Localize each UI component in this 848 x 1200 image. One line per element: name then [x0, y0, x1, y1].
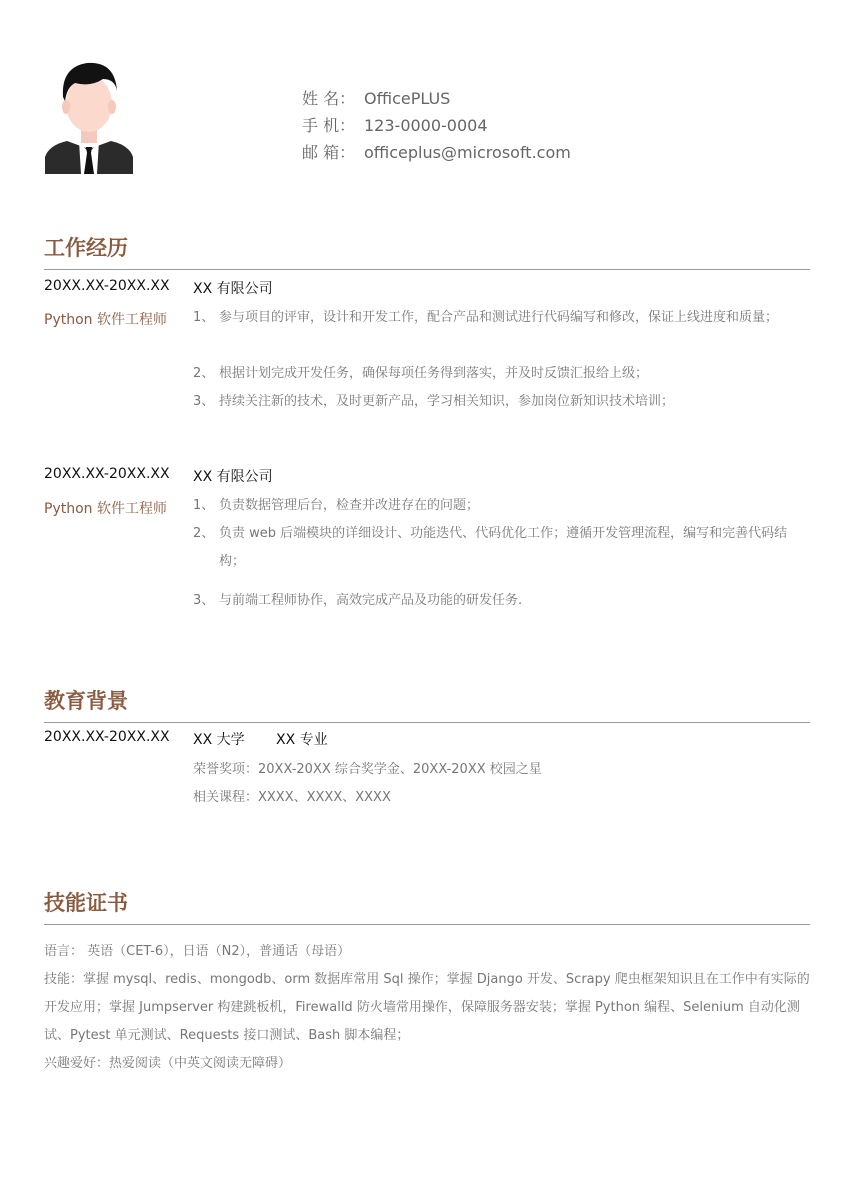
email-row: [302, 140, 571, 163]
item-text: 根据计划完成开发任务，确保每项任务得到落实，并及时反馈汇报给上级；: [219, 366, 649, 381]
education-section-title: 教育背景: [44, 689, 128, 713]
work-section-title: 工作经历: [44, 236, 128, 260]
job-2-item-2: [193, 520, 809, 576]
name-label: 姓 名：: [302, 89, 356, 108]
item-text: 与前端工程师协作，高效完成产品及功能的研发任务.: [219, 593, 523, 608]
skills-section-title: 技能证书: [44, 891, 128, 915]
education-courses: 相关课程：XXXX、XXXX、XXXX: [193, 790, 391, 805]
job-1-role: Python 软件工程师: [44, 312, 167, 328]
item-text: 负责数据管理后台，检查并改进存在的问题；: [219, 498, 480, 513]
education-major: XX 专业: [276, 732, 328, 748]
item-number: 3、: [193, 394, 215, 409]
education-honors: 荣誉奖项：20XX-20XX 综合奖学金、20XX-20XX 校园之星: [193, 762, 542, 777]
item-number: 3、: [193, 593, 215, 608]
item-number: 2、: [193, 526, 215, 541]
item-number: 1、: [193, 310, 215, 325]
phone-label: 手 机：: [302, 116, 356, 135]
item-text: 参与项目的评审，设计和开发工作，配合产品和测试进行代码编写和修改，保证上线进度和质量；: [219, 310, 779, 325]
item-text: 持续关注新的技术，及时更新产品，学习相关知识，参加岗位新知识技术培训；: [219, 394, 675, 409]
name-value: OfficePLUS: [364, 89, 451, 108]
education-school: XX 大学: [193, 732, 245, 748]
item-number: 2、: [193, 366, 215, 381]
email-label: 邮 箱：: [302, 143, 356, 162]
job-2-role: Python 软件工程师: [44, 501, 167, 517]
job-1-company: XX 有限公司: [193, 281, 273, 297]
skills-hobby: 兴趣爱好：热爱阅读（中英文阅读无障碍）: [44, 1056, 292, 1071]
job-1-item-1: [193, 304, 809, 332]
work-divider: [44, 269, 810, 270]
avatar: [45, 57, 133, 174]
job-1-item-3: [193, 388, 809, 416]
skills-tech: 技能：掌握 mysql、redis、mongodb、orm 数据库常用 Sql 操作；掌握 Django 开发、Scrapy 爬虫框架知识且在工作中有实际的开发应用；掌握 Jumpserver 构建跳板机，Firewalld 防火墙常用操作，保障服务器安装；掌握 Python 编程、Selenium 自动化测试、Pytest 单元测试、Requests 接口测试、Bash 脚本编程；: [44, 972, 810, 1043]
job-2-item-1: [193, 492, 809, 520]
item-text: 负责 web 后端模块的详细设计、功能迭代、代码优化工作；遵循开发管理流程，编写和完善代码结构；: [219, 526, 788, 569]
job-2-item-3: [193, 587, 809, 615]
education-date: 20XX.XX-20XX.XX: [44, 729, 170, 745]
phone-row: [302, 113, 488, 136]
job-1-item-2: [193, 360, 809, 388]
item-number: 1、: [193, 498, 215, 513]
job-2-company: XX 有限公司: [193, 469, 273, 485]
phone-value: 123-0000-0004: [364, 116, 488, 135]
education-divider: [44, 722, 810, 723]
skills-divider: [44, 924, 810, 925]
job-1-date: 20XX.XX-20XX.XX: [44, 278, 170, 294]
email-value: officeplus@microsoft.com: [364, 143, 571, 162]
job-2-date: 20XX.XX-20XX.XX: [44, 466, 170, 482]
name-row: [302, 86, 450, 109]
skills-language: 语言： 英语（CET-6），日语（N2），普通话（母语）: [44, 944, 351, 959]
